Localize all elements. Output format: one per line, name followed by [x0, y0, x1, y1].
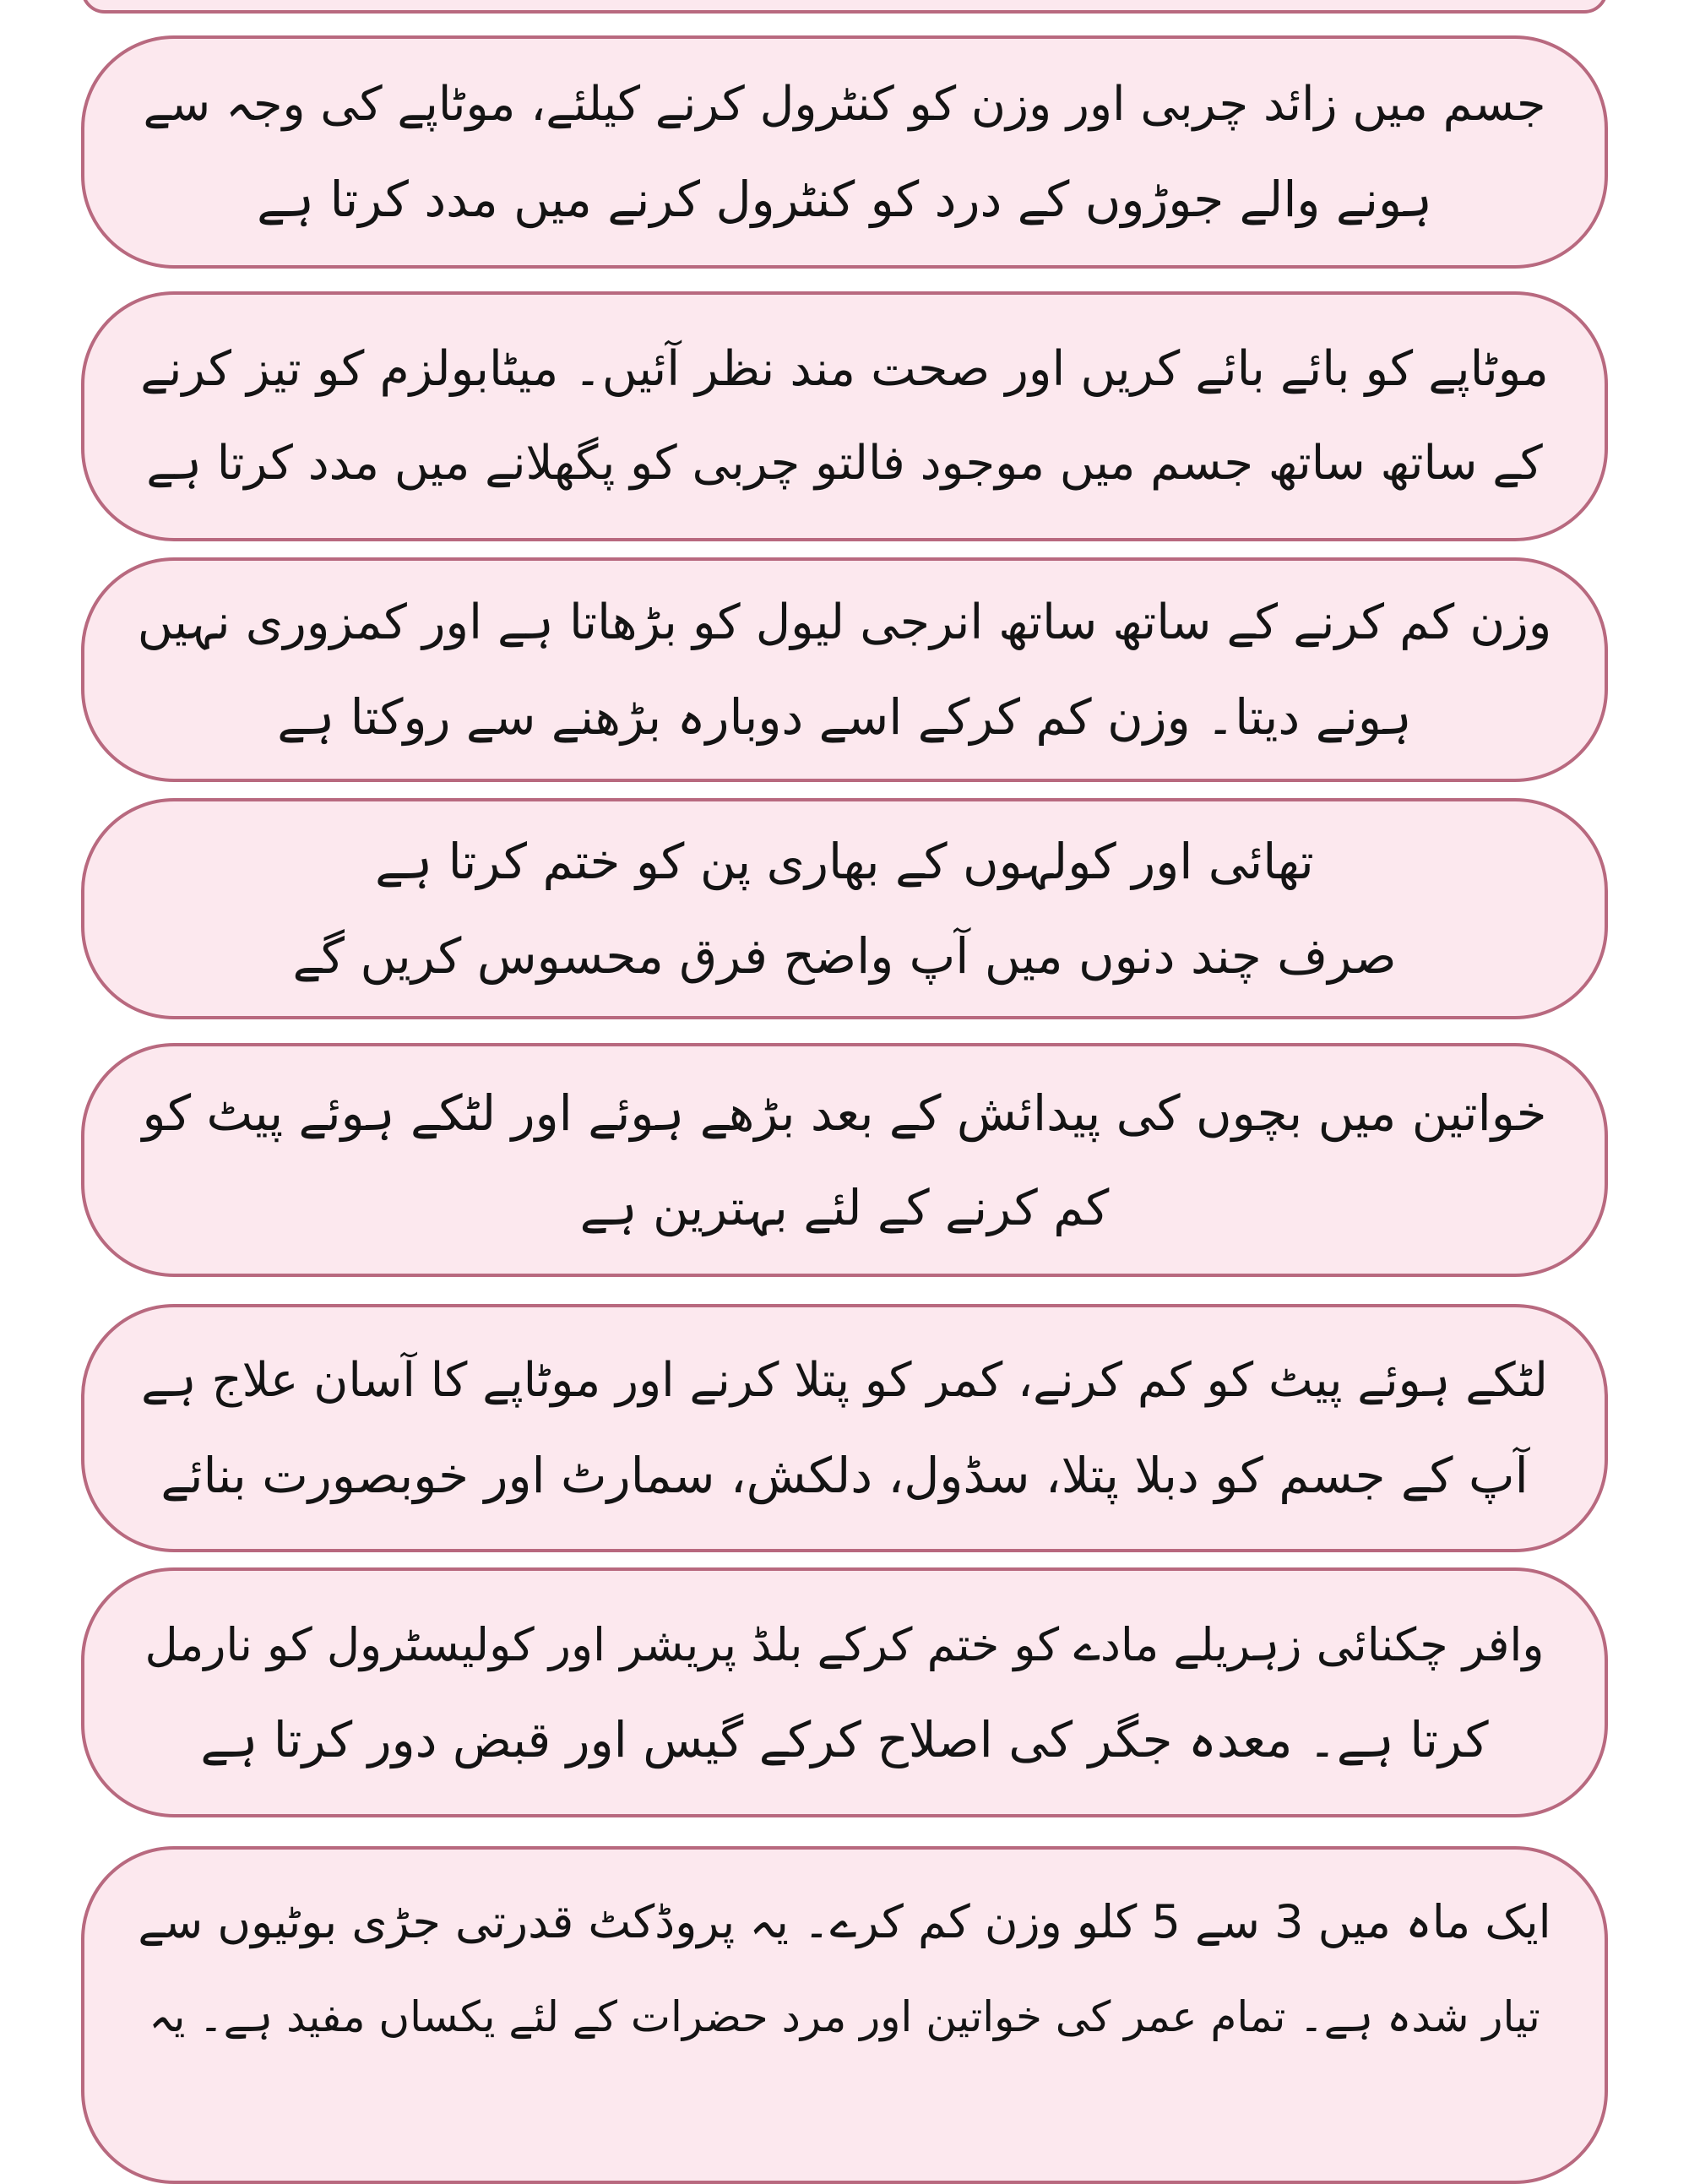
benefit-text-line: خواتین میں بچوں کی پیدائش کے بعد بڑھے ہوئے اور لٹکے ہوئے پیٹ کو: [142, 1084, 1547, 1142]
benefit-card: [81, 1567, 1608, 1817]
benefit-text-line: صرف چند دنوں میں آپ واضح فرق محسوس کریں گے: [292, 927, 1397, 985]
benefit-text-line: آپ کے جسم کو دبلا پتلا، سڈول، دلکش، سمارٹ اور خوبصورت بنائے: [160, 1447, 1529, 1504]
benefit-text-line: کم کرنے کے لئے بہترین ہے: [579, 1178, 1110, 1236]
benefit-text-line: جسم میں زائد چربی اور وزن کو کنٹرول کرنے کیلئے، موٹاپے کی وجہ سے: [143, 77, 1546, 132]
benefit-text-line: موٹاپے کو بائے بائے کریں اور صحت مند نظر آئیں۔ میٹابولزم کو تیز کرنے: [140, 341, 1549, 397]
benefit-card: [81, 1043, 1608, 1277]
benefit-text-line: تھائی اور کولہوں کے بھاری پن کو ختم کرتا ہے: [375, 833, 1314, 890]
benefit-card: [81, 557, 1608, 782]
benefit-text-line: کرتا ہے۔ معدہ جگر کی اصلاح کرکے گیس اور قبض دور کرتا ہے: [200, 1711, 1489, 1768]
benefit-text-line: تیار شدہ ہے۔ تمام عمر کی خواتین اور مرد حضرات کے لئے یکساں مفید ہے۔ یہ: [149, 1992, 1540, 2041]
benefit-card: [81, 798, 1608, 1019]
benefit-card: [81, 1304, 1608, 1552]
benefit-text-line: لٹکے ہوئے پیٹ کو کم کرنے، کمر کو پتلا کرنے اور موٹاپے کا آسان علاج ہے: [141, 1353, 1548, 1408]
benefit-text-line: کے ساتھ ساتھ جسم میں موجود فالتو چربی کو پگھلانے میں مدد کرتا ہے: [146, 436, 1543, 491]
benefit-text-line: وزن کم کرنے کے ساتھ ساتھ انرجی لیول کو بڑھاتا ہے اور کمزوری نہیں: [137, 595, 1552, 650]
benefit-card: [81, 291, 1608, 541]
benefit-card: [81, 0, 1608, 14]
benefit-card: [81, 35, 1608, 269]
benefit-text-line: ہونے دیتا۔ وزن کم کرکے اسے دوبارہ بڑھنے سے روکتا ہے: [277, 688, 1412, 746]
benefit-text-line: وافر چکنائی زہریلے مادے کو ختم کرکے بلڈ پریشر اور کولیسٹرول کو نارمل: [144, 1618, 1545, 1671]
benefit-text-line: ایک ماہ میں 3 سے 5 کلو وزن کم کرے۔ یہ پروڈکٹ قدرتی جڑی بوٹیوں سے: [138, 1895, 1551, 1948]
benefit-text-line: ہونے والے جوڑوں کے درد کو کنٹرول کرنے میں مدد کرتا ہے: [257, 171, 1432, 228]
benefit-card: [81, 1846, 1608, 2184]
